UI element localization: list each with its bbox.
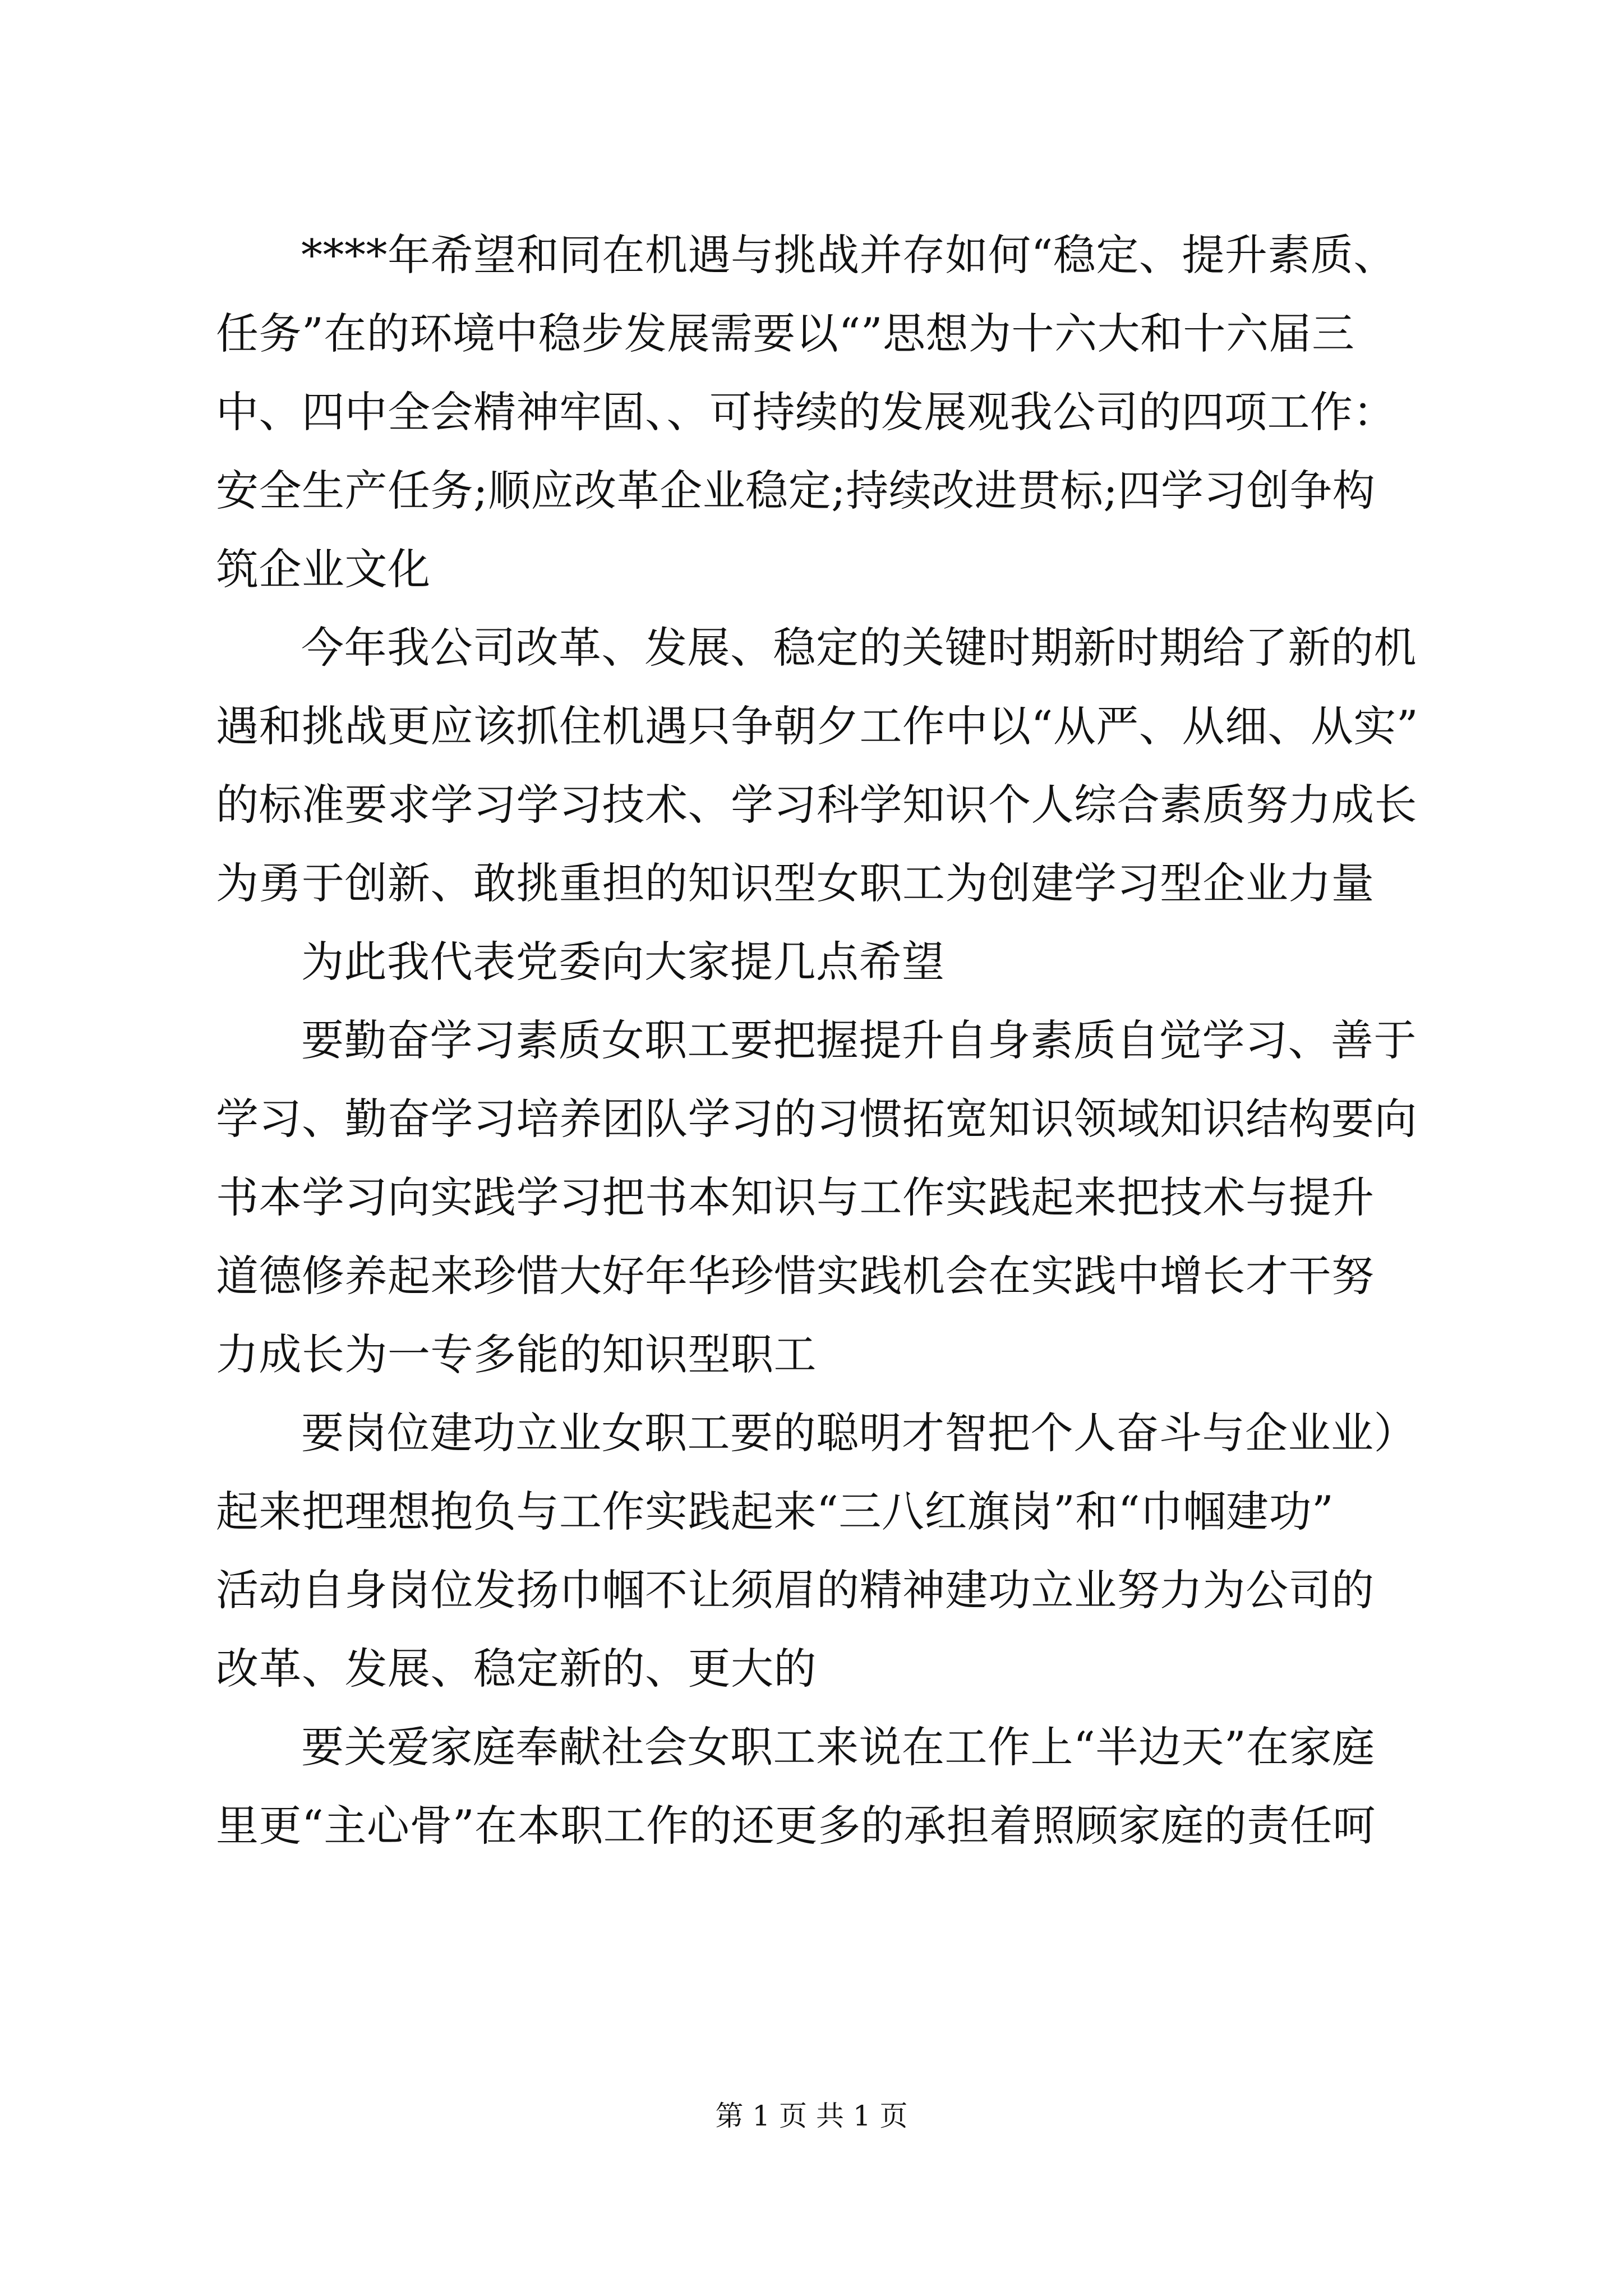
text-line: 要岗位建功立业女职工要的聪明才智把个人奋斗与企业业） [301, 1408, 1417, 1458]
text-line: 起来把理想抱负与工作实践起来“三八红旗岗”和“巾帼建功” [216, 1487, 1334, 1536]
text-line: 力成长为一专多能的知识型职工 [216, 1329, 817, 1379]
text-line: 书本学习向实践学习把书本知识与工作实践起来把技术与提升 [216, 1172, 1375, 1222]
text-line: 要关爱家庭奉献社会女职工来说在工作上“半边天”在家庭 [301, 1722, 1375, 1772]
text-line: 安全生产任务;顺应改革企业稳定;持续改进贯标;四学习创争构 [216, 466, 1376, 516]
text-line: 改革、发展、稳定新的、更大的 [216, 1644, 817, 1694]
text-line: 要勤奋学习素质女职工要把握提升自身素质自觉学习、善于 [301, 1015, 1417, 1065]
text-line: 为此我代表党委向大家提几点希望 [301, 937, 945, 987]
text-line: 的标准要求学习学习技术、学习科学知识个人综合素质努力成长 [216, 780, 1417, 830]
document-body [216, 216, 1422, 1865]
text-line: 任务”在的环境中稳步发展需要以“”思想为十六大和十六届三 [216, 309, 1355, 358]
text-line: 道德修养起来珍惜大好年华珍惜实践机会在实践中增长才干努 [216, 1251, 1375, 1301]
text-line: 筑企业文化 [216, 544, 431, 594]
paragraph-4 [216, 1001, 1422, 1394]
page-footer [0, 2099, 1623, 2133]
paragraph-1 [216, 216, 1422, 609]
text-line: 活动自身岗位发扬巾帼不让须眉的精神建功立业努力为公司的 [216, 1565, 1375, 1615]
text-line: 今年我公司改革、发展、稳定的关键时期新时期给了新的机 [301, 623, 1417, 673]
text-line: ****年希望和同在机遇与挑战并存如何“稳定、提升素质、 [301, 230, 1396, 280]
text-line: 里更“主心骨”在本职工作的还更多的承担着照顾家庭的责任呵 [216, 1801, 1376, 1851]
paragraph-3 [216, 923, 1422, 1001]
paragraph-6 [216, 1708, 1422, 1865]
text-line: 学习、勤奋学习培养团队学习的习惯拓宽知识领域知识结构要向 [216, 1094, 1417, 1144]
paragraph-5 [216, 1394, 1422, 1708]
paragraph-2 [216, 609, 1422, 923]
page-number-label: 第 1 页 共 1 页 [715, 2100, 908, 2132]
text-line: 遇和挑战更应该抓住机遇只争朝夕工作中以“从严、从细、从实” [216, 701, 1419, 751]
text-line: 为勇于创新、敢挑重担的知识型女职工为创建学习型企业力量 [216, 858, 1375, 908]
text-line: 中、四中全会精神牢固、、可持续的发展观我公司的四项工作： [216, 387, 1396, 437]
